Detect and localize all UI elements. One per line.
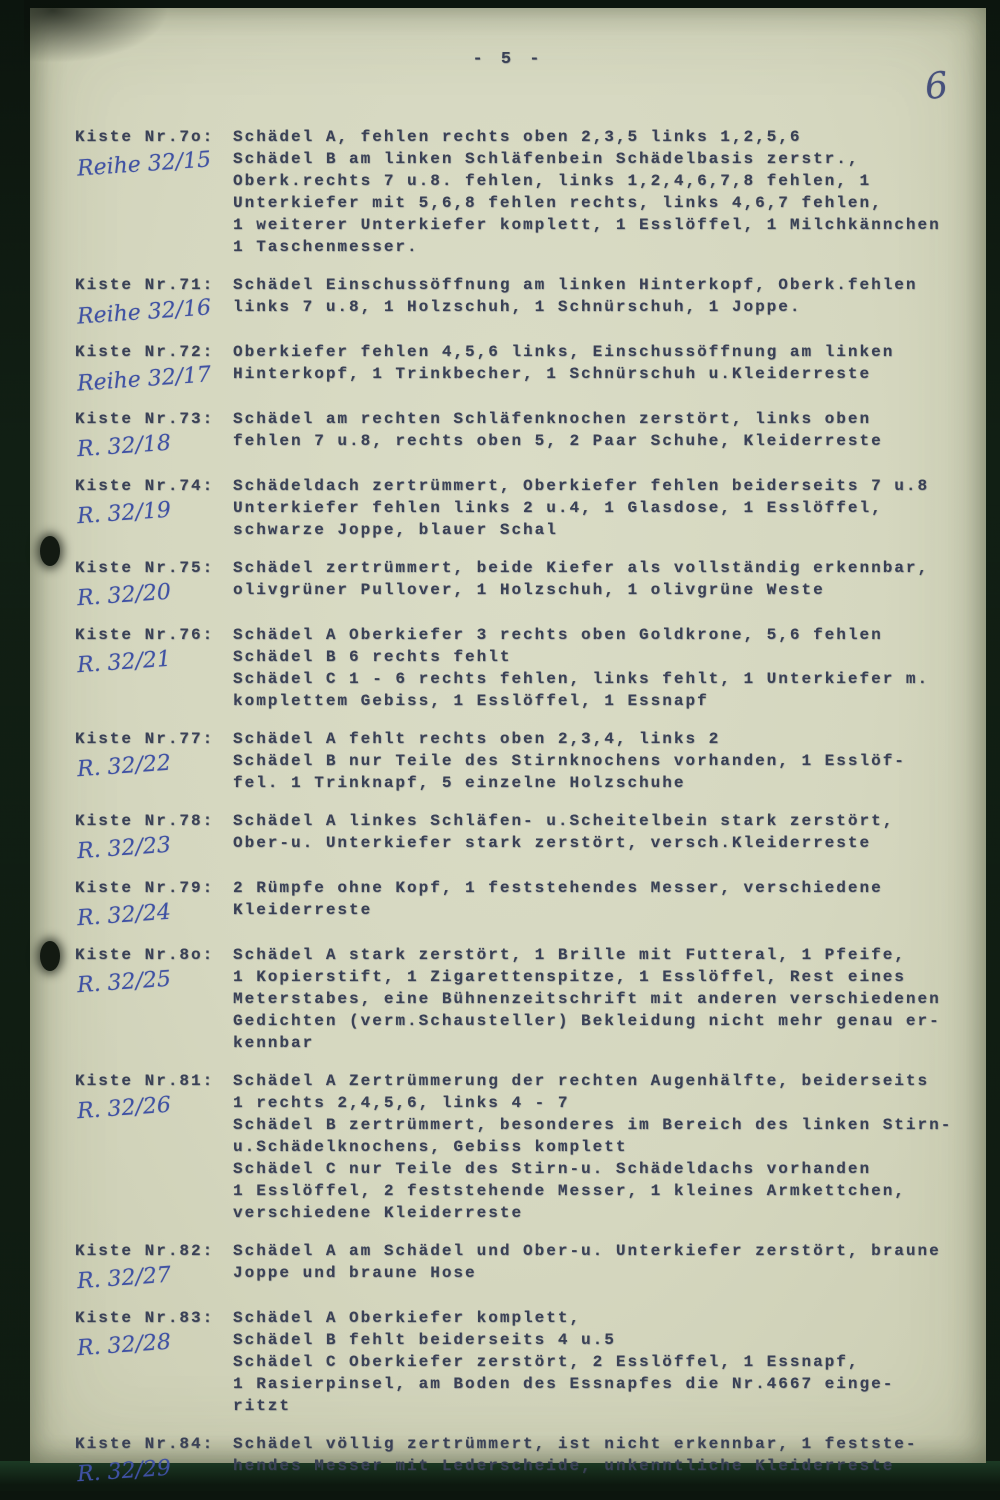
entry-label: Kiste Nr.75: bbox=[75, 559, 215, 577]
row-reference: R. 32/18 bbox=[76, 430, 172, 463]
entry-line: links 7 u.8, 1 Holzschuh, 1 Schnürschuh, 1 Joppe. bbox=[233, 298, 802, 316]
entry-left-column bbox=[75, 1433, 233, 1488]
entry-label: Kiste Nr.82: bbox=[75, 1242, 215, 1260]
crate-entry bbox=[75, 728, 968, 794]
entry-line: hendes Messer mit Lederscheide, unkenntliche Kleiderreste bbox=[233, 1457, 895, 1475]
entry-label: Kiste Nr.71: bbox=[75, 276, 215, 294]
entry-lines bbox=[233, 624, 968, 712]
hole-punch bbox=[40, 536, 60, 566]
entry-left-column bbox=[75, 1070, 233, 1224]
entry-line: kennbar bbox=[233, 1034, 315, 1052]
entry-line: Schädel C nur Teile des Stirn-u. Schädeldachs vorhanden bbox=[233, 1160, 872, 1178]
entries-list bbox=[75, 126, 968, 1500]
entry-left-column bbox=[75, 728, 233, 794]
crate-entry bbox=[75, 341, 968, 397]
entry-line: Oberkiefer fehlen 4,5,6 links, Einschussöffnung am linken bbox=[233, 343, 895, 361]
entry-lines bbox=[233, 810, 968, 861]
crate-entry bbox=[75, 1070, 968, 1224]
entry-line: Schädel Einschussöffnung am linken Hinterkopf, Oberk.fehlen bbox=[233, 276, 918, 294]
entry-label: Kiste Nr.7o: bbox=[75, 128, 215, 146]
entry-line: Hinterkopf, 1 Trinkbecher, 1 Schnürschuh u.Kleiderreste bbox=[233, 365, 872, 383]
entry-label: Kiste Nr.78: bbox=[75, 812, 215, 830]
crate-entry bbox=[75, 810, 968, 865]
entry-left-column bbox=[75, 126, 233, 258]
row-reference: R. 32/22 bbox=[76, 750, 172, 783]
entry-line: komplettem Gebiss, 1 Esslöffel, 1 Essnapf bbox=[233, 692, 709, 710]
entry-left-column bbox=[75, 877, 233, 932]
entry-left-column bbox=[75, 810, 233, 865]
crate-entry bbox=[75, 1240, 968, 1295]
entry-lines bbox=[233, 877, 968, 928]
row-reference: R. 32/26 bbox=[76, 1092, 172, 1125]
row-reference: R. 32/28 bbox=[76, 1329, 172, 1362]
entry-line: Unterkiefer fehlen links 2 u.4, 1 Glasdose, 1 Esslöffel, bbox=[233, 499, 883, 517]
entry-line: Schädel A Oberkiefer 3 rechts oben Goldkrone, 5,6 fehlen bbox=[233, 626, 883, 644]
entry-line: Ober-u. Unterkiefer stark zerstört, versch.Kleiderreste bbox=[233, 834, 872, 852]
entry-lines bbox=[233, 557, 968, 608]
entry-line: Oberk.rechts 7 u.8. fehlen, links 1,2,4,6,7,8 fehlen, 1 bbox=[233, 172, 872, 190]
entry-lines bbox=[233, 1307, 968, 1417]
row-reference: R. 32/24 bbox=[76, 899, 172, 932]
entry-lines bbox=[233, 1070, 968, 1224]
entry-line: Kleiderreste bbox=[233, 901, 373, 919]
crate-entry bbox=[75, 126, 968, 258]
entry-line: Schädel C 1 - 6 rechts fehlen, links fehlt, 1 Unterkiefer m. bbox=[233, 670, 930, 688]
entry-line: Schädel B 6 rechts fehlt bbox=[233, 648, 512, 666]
entry-label: Kiste Nr.72: bbox=[75, 343, 215, 361]
entry-line: fel. 1 Trinknapf, 5 einzelne Holzschuhe bbox=[233, 774, 686, 792]
entry-label: Kiste Nr.76: bbox=[75, 626, 215, 644]
crate-entry bbox=[75, 624, 968, 712]
row-reference: R. 32/23 bbox=[76, 832, 172, 865]
entry-lines bbox=[233, 408, 968, 459]
page-number: - 5 - bbox=[472, 50, 544, 69]
row-reference: R. 32/20 bbox=[76, 579, 172, 612]
entry-label: Kiste Nr.79: bbox=[75, 879, 215, 897]
crate-entry bbox=[75, 475, 968, 541]
entry-line: 1 weiterer Unterkiefer komplett, 1 Esslöffel, 1 Milchkännchen bbox=[233, 216, 941, 234]
entry-line: Meterstabes, eine Bühnenzeitschrift mit anderen verschiedenen bbox=[233, 990, 941, 1008]
entry-left-column bbox=[75, 624, 233, 712]
row-reference: R. 32/27 bbox=[76, 1262, 172, 1295]
entry-label: Kiste Nr.84: bbox=[75, 1435, 215, 1453]
entry-line: Schädel A Zertrümmerung der rechten Augenhälfte, beiderseits bbox=[233, 1072, 930, 1090]
entry-line: Gedichten (verm.Schausteller) Bekleidung nicht mehr genau er- bbox=[233, 1012, 941, 1030]
entry-line: ritzt bbox=[233, 1397, 292, 1415]
entry-line: Schädel B am linken Schläfenbein Schädelbasis zerstr., bbox=[233, 150, 860, 168]
entry-line: olivgrüner Pullover, 1 Holzschuh, 1 olivgrüne Weste bbox=[233, 581, 825, 599]
entry-lines bbox=[233, 1433, 968, 1484]
entry-left-column bbox=[75, 341, 233, 397]
entry-label: Kiste Nr.74: bbox=[75, 477, 215, 495]
entry-line: Schädel A, fehlen rechts oben 2,3,5 links 1,2,5,6 bbox=[233, 128, 802, 146]
crate-entry bbox=[75, 1307, 968, 1417]
entry-line: Joppe und braune Hose bbox=[233, 1264, 477, 1282]
entry-line: Schädel A fehlt rechts oben 2,3,4, links 2 bbox=[233, 730, 721, 748]
entry-left-column bbox=[75, 1240, 233, 1295]
entry-line: Unterkiefer mit 5,6,8 fehlen rechts, links 4,6,7 fehlen, bbox=[233, 194, 883, 212]
crate-entry bbox=[75, 408, 968, 463]
entry-line: Schädel am rechten Schläfenknochen zerstört, links oben bbox=[233, 410, 872, 428]
entry-line: schwarze Joppe, blauer Schal bbox=[233, 521, 558, 539]
row-reference: Reihe 32/16 bbox=[76, 295, 212, 330]
entry-left-column bbox=[75, 408, 233, 463]
crate-entry bbox=[75, 274, 968, 330]
entry-line: 1 Kopierstift, 1 Zigarettenspitze, 1 Esslöffel, Rest eines bbox=[233, 968, 906, 986]
entry-lines bbox=[233, 944, 968, 1054]
entry-label: Kiste Nr.77: bbox=[75, 730, 215, 748]
entry-lines bbox=[233, 728, 968, 794]
entry-left-column bbox=[75, 274, 233, 330]
handwritten-page-number: 6 bbox=[923, 64, 951, 109]
entry-line: Schädeldach zertrümmert, Oberkiefer fehlen beiderseits 7 u.8 bbox=[233, 477, 930, 495]
entry-line: Schädel völlig zertrümmert, ist nicht erkennbar, 1 festste- bbox=[233, 1435, 918, 1453]
entry-label: Kiste Nr.73: bbox=[75, 410, 215, 428]
entry-left-column bbox=[75, 475, 233, 541]
row-reference: R. 32/29 bbox=[76, 1455, 172, 1488]
entry-label: Kiste Nr.8o: bbox=[75, 946, 215, 964]
entry-label: Kiste Nr.83: bbox=[75, 1309, 215, 1327]
crate-entry bbox=[75, 1433, 968, 1488]
paper bbox=[30, 8, 986, 1488]
entry-line: Schädel A am Schädel und Ober-u. Unterkiefer zerstört, braune bbox=[233, 1242, 941, 1260]
entry-left-column bbox=[75, 557, 233, 612]
entry-left-column bbox=[75, 1307, 233, 1417]
crate-entry bbox=[75, 557, 968, 612]
row-reference: R. 32/19 bbox=[76, 497, 172, 530]
row-reference: Reihe 32/17 bbox=[76, 362, 212, 397]
entry-label: Kiste Nr.81: bbox=[75, 1072, 215, 1090]
entry-line: 1 rechts 2,4,5,6, links 4 - 7 bbox=[233, 1094, 570, 1112]
entry-line: 1 Rasierpinsel, am Boden des Essnapfes die Nr.4667 einge- bbox=[233, 1375, 895, 1393]
entry-line: Schädel B zertrümmert, besonderes im Bereich des linken Stirn- bbox=[233, 1116, 953, 1134]
entry-line: 1 Esslöffel, 2 feststehende Messer, 1 kleines Armkettchen, bbox=[233, 1182, 906, 1200]
entry-lines bbox=[233, 341, 968, 392]
entry-line: Schädel B nur Teile des Stirnknochens vorhanden, 1 Esslöf- bbox=[233, 752, 906, 770]
entry-lines bbox=[233, 274, 968, 325]
row-reference: Reihe 32/15 bbox=[76, 147, 212, 182]
entry-line: fehlen 7 u.8, rechts oben 5, 2 Paar Schuhe, Kleiderreste bbox=[233, 432, 883, 450]
entry-line: Schädel A stark zerstört, 1 Brille mit Futteral, 1 Pfeife, bbox=[233, 946, 906, 964]
row-reference: R. 32/21 bbox=[76, 646, 172, 679]
entry-left-column bbox=[75, 944, 233, 1054]
crate-entry bbox=[75, 944, 968, 1054]
entry-line: u.Schädelknochens, Gebiss komplett bbox=[233, 1138, 628, 1156]
entry-line: verschiedene Kleiderreste bbox=[233, 1204, 524, 1222]
entry-line: Schädel A Oberkiefer komplett, bbox=[233, 1309, 582, 1327]
entry-lines bbox=[233, 126, 968, 258]
entry-line: Schädel B fehlt beiderseits 4 u.5 bbox=[233, 1331, 616, 1349]
entry-line: Schädel A linkes Schläfen- u.Scheitelbein stark zerstört, bbox=[233, 812, 895, 830]
entry-line: 1 Taschenmesser. bbox=[233, 238, 419, 256]
row-reference: R. 32/25 bbox=[76, 966, 172, 999]
hole-punch bbox=[40, 941, 60, 971]
entry-lines bbox=[233, 1240, 968, 1291]
entry-line: Schädel zertrümmert, beide Kiefer als vollständig erkennbar, bbox=[233, 559, 930, 577]
entry-lines bbox=[233, 475, 968, 541]
entry-line: Schädel C Oberkiefer zerstört, 2 Esslöffel, 1 Essnapf, bbox=[233, 1353, 860, 1371]
entry-line: 2 Rümpfe ohne Kopf, 1 feststehendes Messer, verschiedene bbox=[233, 879, 883, 897]
crate-entry bbox=[75, 877, 968, 932]
